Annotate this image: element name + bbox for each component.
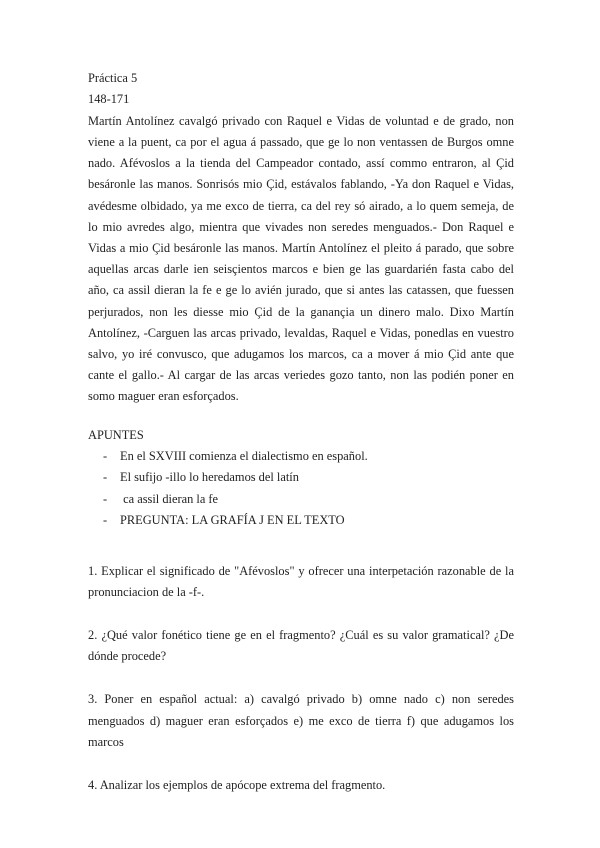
notes-heading: APUNTES: [88, 427, 144, 442]
list-item: [88, 510, 514, 531]
note-text: El sufijo -illo lo heredamos del latín: [120, 470, 299, 485]
list-item: [88, 446, 514, 467]
note-text: ca assil dieran la fe: [120, 491, 219, 506]
notes-list: [88, 446, 514, 532]
question-3: 3. Poner en español actual: a) cavalgó privado b) omne nado c) non seredes menguados d) maguer eran esforçados e) me exco de tierra f) que adugamos los marcos: [88, 692, 514, 750]
note-text: PREGUNTA: LA GRAFÍA J EN EL TEXTO: [120, 513, 345, 528]
bullet-dash: -: [103, 449, 108, 464]
page-title: Práctica 5: [88, 71, 138, 85]
question-1: 1. Explicar el significado de "Afévoslos" y ofrecer una interpetación razonable de la pronunciacion de la -f-.: [88, 563, 514, 600]
bullet-dash: -: [103, 470, 108, 485]
list-item: [88, 489, 514, 510]
document-page: [88, 68, 514, 796]
question-4: 4. Analizar los ejemplos de apócope extrema del fragmento.: [88, 777, 386, 792]
note-text: En el SXVIII comienza el dialectismo en español.: [120, 449, 368, 464]
passage-text: Martín Antolínez cavalgó privado con Raquel e Vidas de voluntad e de grado, non viene a la puent, ca por el agua á passado, que ge lo non ventassen de Burgos omne nado. Afévoslos a la tienda del Campeador contado, assí commo entraron, al Çid besáronle las manos. Sonrisós mio Çid, estávalos fablando, -Ya don Raquel e Vidas, avédesme olbidado, ya me exco de tierra, ca del rey só airado, a lo quem semeja, de lo mio avredes algo, mientra que vivades non seredes menguados.- Don Raquel e Vidas a mio Çid besáronle las manos. Martín Antolínez el pleito á parado, que sobre aquellas arcas darle ien seisçientos marcos e bien ge las guardarién fasta cabo del año, ca assil dieran la fe e ge lo avién jurado, que si antes las catassen, que fuessen perjurados, non les diesse mio Çid de la ganançia un dinero malo. Dixo Martín Antolínez, -Carguen las arcas privado, levaldas, Raquel e Vidas, ponedlas en vuestro salvo, yo iré convusco, que adugamos los marcos, ca a mover á mio Çid ante que cante el gallo.- Al cargar de las arcas veriedes gozo tanto, non las podién poner en somo maguer eran esforçados.: [88, 113, 514, 404]
bullet-dash: -: [103, 513, 108, 528]
question-2: 2. ¿Qué valor fonético tiene ge en el fragmento? ¿Cuál es su valor gramatical? ¿De dónde procede?: [88, 627, 514, 664]
bullet-dash: -: [103, 491, 108, 506]
list-item: [88, 467, 514, 488]
verse-range: 148-171: [88, 92, 130, 107]
